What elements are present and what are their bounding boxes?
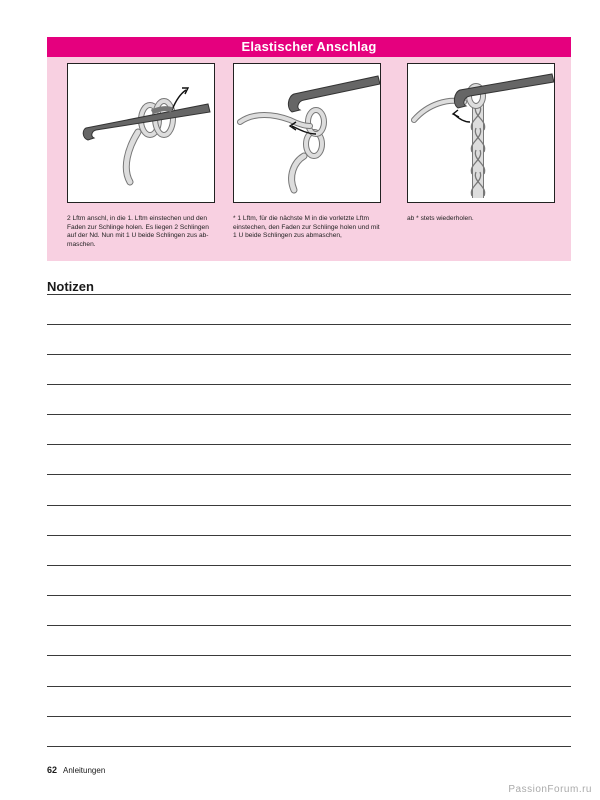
- crochet-hook-next-stitch-icon: [234, 64, 380, 202]
- notes-line: [47, 414, 571, 415]
- page-footer: [47, 765, 105, 775]
- step-2-caption: * 1 Lftm, für die nächste M in die vorletzte Lftm einstechen, den Faden zur Schlinge holen und mit 1 U beide Schlingen zus abmaschen,: [233, 215, 380, 240]
- notes-line: [47, 655, 571, 656]
- notes-line: [47, 686, 571, 687]
- section-name: Anleitungen: [63, 766, 106, 775]
- watermark: PassionForum.ru: [508, 784, 592, 795]
- page-number: 62: [47, 765, 58, 775]
- notes-line: [47, 354, 571, 355]
- box-title: Elastischer Anschlag: [47, 37, 571, 57]
- notes-line: [47, 746, 571, 747]
- notes-line: [47, 444, 571, 445]
- notes-line: [47, 565, 571, 566]
- notes-line: [47, 384, 571, 385]
- notes-title: Notizen: [47, 279, 94, 294]
- notes-line: [47, 535, 571, 536]
- notes-line: [47, 324, 571, 325]
- notes-line: [47, 625, 571, 626]
- step-3-caption: ab * stets wiederholen.: [407, 215, 474, 222]
- notes-line: [47, 716, 571, 717]
- step-3-illustration: [407, 63, 555, 203]
- instruction-box: [47, 37, 571, 261]
- step-2-illustration: [233, 63, 381, 203]
- notes-line: [47, 474, 571, 475]
- notes-line: [47, 595, 571, 596]
- notes-line: [47, 505, 571, 506]
- notes-line: [47, 294, 571, 295]
- crochet-chain-result-icon: [408, 64, 554, 202]
- step-1-caption: 2 Lftm anschl, in die 1. Lftm einstechen und den Faden zur Schlinge holen. Es liegen 2 Schlingen auf der Nd. Nun mit 1 U beide Schlingen zus ab-maschen.: [67, 215, 209, 249]
- step-1-illustration: [67, 63, 215, 203]
- crochet-hook-two-loops-icon: [68, 64, 214, 202]
